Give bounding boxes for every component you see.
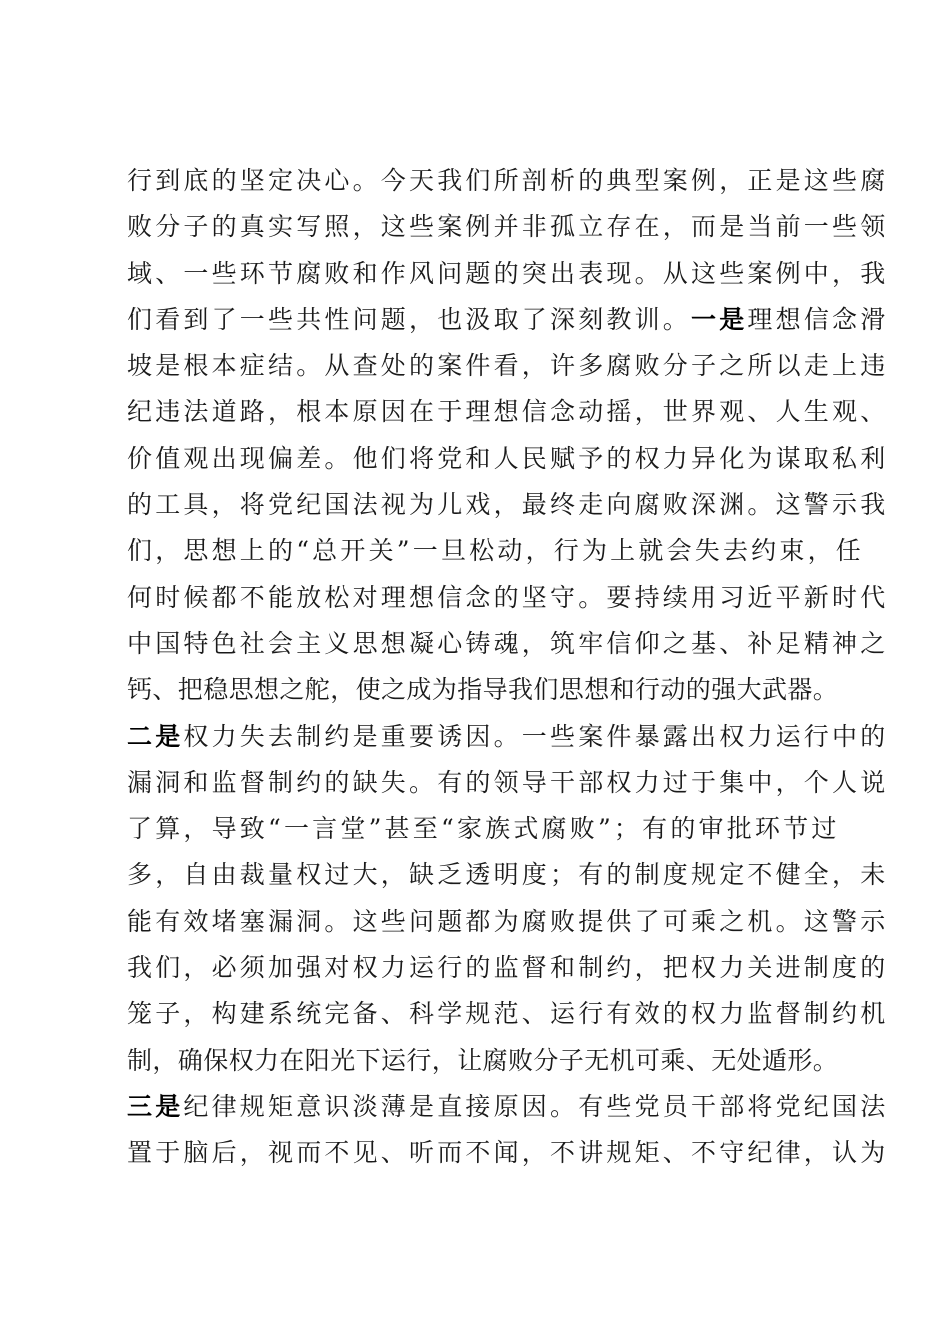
text-segment: 权力失去制约是重要诱因。一些案件暴露出权力运行中的 [183,721,889,751]
text-segment: 了算，导致“一言堂”甚至“家族式腐败”；有的审批环节过 [127,814,840,844]
text-line [127,204,889,250]
text-segment: 们，思想上的“总开关”一旦松动，行为上就会失去约束，任 [127,536,864,566]
text-segment: 坡是根本症结。从查处的案件看，许多腐败分子之所以走上违 [127,351,889,381]
text-line [127,436,889,482]
text-line [127,297,889,343]
text-line [127,251,889,297]
body-text [127,158,889,1177]
enumeration-marker: 三是 [127,1091,184,1121]
enumeration-marker: 一是 [691,304,748,334]
text-segment: 们看到了一些共性问题，也汲取了深刻教训。 [127,304,692,334]
text-segment: 纪律规矩意识淡薄是直接原因。有些党员干部将党纪国法 [183,1091,889,1121]
text-line [127,621,889,667]
text-segment: 漏洞和监督制约的缺失。有的领导干部权力过于集中，个人说 [127,767,889,797]
text-segment: 中国特色社会主义思想凝心铸魂，筑牢信仰之基、补足精神之 [127,628,889,658]
text-segment: 笼子，构建系统完备、科学规范、运行有效的权力监督制约机 [127,999,889,1029]
text-line [127,852,889,898]
text-segment: 多，自由裁量权过大，缺乏透明度；有的制度规定不健全，未 [127,860,889,890]
text-segment: 行到底的坚定决心。今天我们所剖析的典型案例，正是这些腐 [127,166,889,195]
text-line [127,158,889,204]
text-segment: 我们，必须加强对权力运行的监督和制约，把权力关进制度的 [127,953,889,983]
text-segment: 何时候都不能放松对理想信念的坚守。要持续用习近平新时代 [127,582,889,612]
text-segment: 价值观出现偏差。他们将党和人民赋予的权力异化为谋取私利 [127,443,889,473]
text-line [127,1038,847,1084]
text-line [127,991,889,1037]
text-segment: 理想信念滑 [747,304,889,334]
text-line [127,806,847,852]
text-line [127,714,889,760]
text-line [127,667,847,713]
text-line [127,899,889,945]
text-segment: 能有效堵塞漏洞。这些问题都为腐败提供了可乘之机。这警示 [127,906,889,936]
text-segment: 纪违法道路，根本原因在于理想信念动摇，世界观、人生观、 [127,397,889,427]
text-segment: 制，确保权力在阳光下运行，让腐败分子无机可乘、无处遁形。 [127,1045,839,1075]
text-segment: 败分子的真实写照，这些案例并非孤立存在，而是当前一些领 [127,212,889,242]
enumeration-marker: 二是 [127,721,184,751]
text-line [127,575,889,621]
text-segment: 置于脑后，视而不见、听而不闻，不讲规矩、不守纪律，认为 [127,1138,889,1168]
text-line [127,389,889,435]
text-line [127,528,864,574]
text-line [127,1130,889,1176]
text-line [127,482,889,528]
text-segment: 的工具，将党纪国法视为儿戏，最终走向腐败深渊。这警示我 [127,490,889,520]
text-line [127,945,889,991]
text-line [127,343,889,389]
text-segment: 域、一些环节腐败和作风问题的突出表现。从这些案例中，我 [127,258,889,288]
text-line [127,760,889,806]
text-segment: 钙、把稳思想之舵，使之成为指导我们思想和行动的强大武器。 [127,675,839,705]
text-line [127,1084,889,1130]
